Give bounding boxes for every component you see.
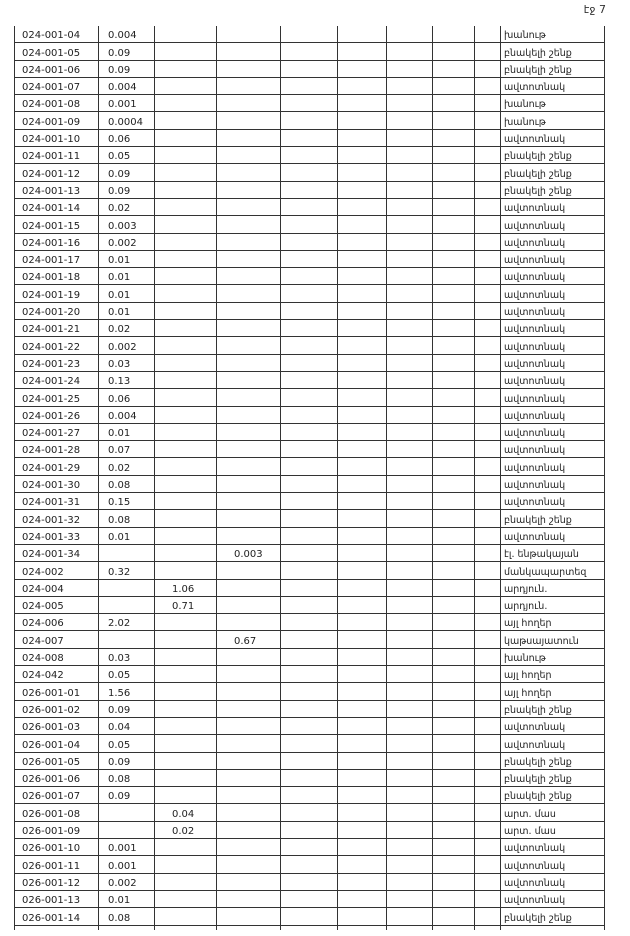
area-value-1: 0.002 bbox=[108, 341, 137, 353]
parcel-description: ավտոտնակ bbox=[504, 289, 566, 301]
parcel-code: 026-001-09 bbox=[22, 826, 81, 838]
area-value-1: 0.002 bbox=[108, 877, 137, 889]
parcel-code: 024-001-09 bbox=[22, 116, 81, 128]
table-row bbox=[0, 666, 630, 683]
parcel-description: բնակելի շենք bbox=[504, 47, 572, 59]
parcel-description: բնակելի շենք bbox=[504, 64, 572, 76]
parcel-description: ավտոտնակ bbox=[504, 82, 566, 94]
table-row bbox=[0, 424, 630, 441]
table-row bbox=[0, 683, 630, 700]
table-row bbox=[0, 822, 630, 839]
parcel-code: 024-001-05 bbox=[22, 47, 81, 59]
table-row bbox=[0, 580, 630, 597]
area-value-1: 0.002 bbox=[108, 237, 137, 249]
area-value-1: 0.32 bbox=[108, 566, 131, 578]
table-row bbox=[0, 476, 630, 493]
table-row bbox=[0, 493, 630, 510]
table-row bbox=[0, 839, 630, 856]
parcel-description: բնակելի շենք bbox=[504, 514, 572, 526]
parcel-code: 026-001-14 bbox=[22, 912, 81, 924]
area-value-1: 0.004 bbox=[108, 30, 137, 42]
parcel-code: 026-001-12 bbox=[22, 877, 81, 889]
area-value-1: 0.004 bbox=[108, 82, 137, 94]
area-value-1: 0.01 bbox=[108, 307, 131, 319]
table-row bbox=[0, 805, 630, 822]
area-value-2: 0.71 bbox=[172, 601, 195, 613]
parcel-description: ավտոտնակ bbox=[504, 722, 566, 734]
table-row bbox=[0, 407, 630, 424]
parcel-code: 024-001-28 bbox=[22, 445, 81, 457]
parcel-code: 026-001-03 bbox=[22, 722, 81, 734]
table-row bbox=[0, 891, 630, 908]
parcel-description: այլ հողեր bbox=[504, 670, 552, 682]
parcel-description: ավտոտնակ bbox=[504, 410, 566, 422]
table-row bbox=[0, 286, 630, 303]
area-value-2: 1.06 bbox=[172, 583, 195, 595]
parcel-description: ավտոտնակ bbox=[504, 531, 566, 543]
parcel-code: 024-001-08 bbox=[22, 99, 81, 111]
parcel-description: ավտոտնակ bbox=[504, 341, 566, 353]
parcel-description: ավտոտնակ bbox=[504, 307, 566, 319]
parcel-code: 024-001-32 bbox=[22, 514, 81, 526]
parcel-code: 024-001-27 bbox=[22, 428, 81, 440]
parcel-description: էլ. ենթակայան bbox=[504, 549, 579, 561]
parcel-code: 024-001-13 bbox=[22, 185, 81, 197]
table-row bbox=[0, 770, 630, 787]
parcel-description: ավտոտնակ bbox=[504, 220, 566, 232]
table-row bbox=[0, 856, 630, 873]
area-value-1: 0.004 bbox=[108, 410, 137, 422]
area-value-1: 0.001 bbox=[108, 99, 137, 111]
table-row bbox=[0, 701, 630, 718]
parcel-code: 024-001-31 bbox=[22, 497, 81, 509]
parcel-code: 024-001-23 bbox=[22, 358, 81, 370]
table-row bbox=[0, 389, 630, 406]
area-value-1: 0.03 bbox=[108, 653, 131, 665]
area-value-1: 0.001 bbox=[108, 860, 137, 872]
parcel-description: խանութ bbox=[504, 99, 546, 111]
row-rule bbox=[14, 925, 604, 926]
area-value-1: 0.09 bbox=[108, 756, 131, 768]
parcel-description: բնակելի շենք bbox=[504, 774, 572, 786]
table-row bbox=[0, 874, 630, 891]
parcel-code: 026-001-02 bbox=[22, 704, 81, 716]
table-row bbox=[0, 718, 630, 735]
area-value-1: 0.06 bbox=[108, 134, 131, 146]
area-value-1: 0.05 bbox=[108, 151, 131, 163]
parcel-code: 026-001-05 bbox=[22, 756, 81, 768]
area-value-2: 0.04 bbox=[172, 808, 195, 820]
parcel-description: արդյուն. bbox=[504, 601, 548, 613]
table-row bbox=[0, 199, 630, 216]
parcel-description: կաթսայատուն bbox=[504, 635, 579, 647]
parcel-code: 024-001-34 bbox=[22, 549, 81, 561]
area-value-1: 0.01 bbox=[108, 428, 131, 440]
parcel-description: ավտոտնակ bbox=[504, 895, 566, 907]
table-row bbox=[0, 545, 630, 562]
parcel-code: 024-042 bbox=[22, 670, 64, 682]
table-row bbox=[0, 113, 630, 130]
area-value-3: 0.003 bbox=[234, 549, 263, 561]
area-value-1: 0.003 bbox=[108, 220, 137, 232]
area-value-1: 2.02 bbox=[108, 618, 131, 630]
parcel-description: ավտոտնակ bbox=[504, 376, 566, 388]
table-row bbox=[0, 787, 630, 804]
parcel-description: ավտոտնակ bbox=[504, 480, 566, 492]
table-row bbox=[0, 320, 630, 337]
parcel-code: 026-001-01 bbox=[22, 687, 81, 699]
parcel-code: 024-001-33 bbox=[22, 531, 81, 543]
area-value-1: 0.01 bbox=[108, 895, 131, 907]
area-value-1: 0.09 bbox=[108, 168, 131, 180]
area-value-1: 0.01 bbox=[108, 531, 131, 543]
parcel-description: բնակելի շենք bbox=[504, 151, 572, 163]
area-value-1: 0.06 bbox=[108, 393, 131, 405]
parcel-description: արտ. մաս bbox=[504, 808, 556, 820]
parcel-description: ավտոտնակ bbox=[504, 324, 566, 336]
area-value-1: 1.56 bbox=[108, 687, 131, 699]
parcel-code: 024-007 bbox=[22, 635, 64, 647]
parcel-description: ավտոտնակ bbox=[504, 739, 566, 751]
table-row bbox=[0, 61, 630, 78]
area-value-1: 0.01 bbox=[108, 272, 131, 284]
parcel-description: խանութ bbox=[504, 30, 546, 42]
parcel-description: մանկապարտեզ bbox=[504, 566, 587, 578]
table-row bbox=[0, 614, 630, 631]
parcel-code: 024-001-15 bbox=[22, 220, 81, 232]
parcel-code: 024-001-17 bbox=[22, 255, 81, 267]
area-value-1: 0.04 bbox=[108, 722, 131, 734]
parcel-description: արտ. մաս bbox=[504, 826, 556, 838]
parcel-code: 024-001-22 bbox=[22, 341, 81, 353]
area-value-1: 0.02 bbox=[108, 462, 131, 474]
parcel-description: բնակելի շենք bbox=[504, 168, 572, 180]
parcel-code: 026-001-04 bbox=[22, 739, 81, 751]
table-row bbox=[0, 303, 630, 320]
table-row bbox=[0, 372, 630, 389]
parcel-description: ավտոտնակ bbox=[504, 393, 566, 405]
table-row bbox=[0, 251, 630, 268]
parcel-code: 024-006 bbox=[22, 618, 64, 630]
parcel-code: 024-001-04 bbox=[22, 30, 81, 42]
area-value-1: 0.07 bbox=[108, 445, 131, 457]
area-value-1: 0.08 bbox=[108, 480, 131, 492]
table-row bbox=[0, 459, 630, 476]
table-row bbox=[0, 26, 630, 43]
parcel-code: 024-001-12 bbox=[22, 168, 81, 180]
parcel-description: ավտոտնակ bbox=[504, 255, 566, 267]
parcel-code: 024-001-29 bbox=[22, 462, 81, 474]
parcel-code: 024-004 bbox=[22, 583, 64, 595]
area-value-1: 0.0004 bbox=[108, 116, 143, 128]
parcel-code: 026-001-07 bbox=[22, 791, 81, 803]
parcel-description: ավտոտնակ bbox=[504, 445, 566, 457]
table-row bbox=[0, 908, 630, 925]
parcel-description: ավտոտնակ bbox=[504, 497, 566, 509]
table-row bbox=[0, 441, 630, 458]
area-value-1: 0.02 bbox=[108, 203, 131, 215]
table-row bbox=[0, 268, 630, 285]
area-value-1: 0.08 bbox=[108, 912, 131, 924]
table-row bbox=[0, 234, 630, 251]
area-value-1: 0.05 bbox=[108, 670, 131, 682]
table-row bbox=[0, 597, 630, 614]
table-row bbox=[0, 735, 630, 752]
parcel-description: ավտոտնակ bbox=[504, 860, 566, 872]
table-row bbox=[0, 528, 630, 545]
parcel-code: 024-001-24 bbox=[22, 376, 81, 388]
parcel-description: բնակելի շենք bbox=[504, 912, 572, 924]
parcel-description: բնակելի շենք bbox=[504, 756, 572, 768]
page-number: էջ 7 bbox=[583, 3, 606, 16]
parcel-code: 024-005 bbox=[22, 601, 64, 613]
parcel-code: 024-001-26 bbox=[22, 410, 81, 422]
area-value-1: 0.02 bbox=[108, 324, 131, 336]
area-value-1: 0.13 bbox=[108, 376, 131, 388]
parcel-code: 024-002 bbox=[22, 566, 64, 578]
area-value-1: 0.09 bbox=[108, 185, 131, 197]
parcel-code: 024-001-25 bbox=[22, 393, 81, 405]
area-value-1: 0.01 bbox=[108, 289, 131, 301]
parcel-code: 024-001-11 bbox=[22, 151, 81, 163]
area-value-1: 0.09 bbox=[108, 704, 131, 716]
parcel-description: այլ հողեր bbox=[504, 687, 552, 699]
area-value-1: 0.09 bbox=[108, 64, 131, 76]
parcel-description: ավտոտնակ bbox=[504, 843, 566, 855]
table-row bbox=[0, 43, 630, 60]
parcel-code: 024-001-16 bbox=[22, 237, 81, 249]
table-row bbox=[0, 632, 630, 649]
area-value-3: 0.67 bbox=[234, 635, 257, 647]
area-value-1: 0.09 bbox=[108, 47, 131, 59]
area-value-1: 0.01 bbox=[108, 255, 131, 267]
area-value-1: 0.001 bbox=[108, 843, 137, 855]
parcel-code: 024-001-20 bbox=[22, 307, 81, 319]
parcel-description: ավտոտնակ bbox=[504, 877, 566, 889]
parcel-code: 024-001-19 bbox=[22, 289, 81, 301]
parcel-description: ավտոտնակ bbox=[504, 462, 566, 474]
parcel-code: 024-001-30 bbox=[22, 480, 81, 492]
parcel-description: բնակելի շենք bbox=[504, 791, 572, 803]
parcel-description: ավտոտնակ bbox=[504, 358, 566, 370]
parcel-code: 024-008 bbox=[22, 653, 64, 665]
table-row bbox=[0, 216, 630, 233]
table-row bbox=[0, 562, 630, 579]
parcel-description: ավտոտնակ bbox=[504, 428, 566, 440]
table-row bbox=[0, 147, 630, 164]
parcel-description: ավտոտնակ bbox=[504, 134, 566, 146]
parcel-code: 026-001-13 bbox=[22, 895, 81, 907]
parcel-description: ավտոտնակ bbox=[504, 272, 566, 284]
parcel-code: 026-001-10 bbox=[22, 843, 81, 855]
table-row bbox=[0, 78, 630, 95]
area-value-1: 0.05 bbox=[108, 739, 131, 751]
parcel-description: բնակելի շենք bbox=[504, 704, 572, 716]
parcel-code: 026-001-11 bbox=[22, 860, 81, 872]
parcel-description: խանութ bbox=[504, 653, 546, 665]
parcel-code: 024-001-07 bbox=[22, 82, 81, 94]
table-row bbox=[0, 355, 630, 372]
area-value-1: 0.08 bbox=[108, 774, 131, 786]
parcel-description: արդյուն. bbox=[504, 583, 548, 595]
table-row bbox=[0, 337, 630, 354]
area-value-1: 0.09 bbox=[108, 791, 131, 803]
parcel-description: խանութ bbox=[504, 116, 546, 128]
table-row bbox=[0, 510, 630, 527]
area-value-1: 0.03 bbox=[108, 358, 131, 370]
table-row bbox=[0, 182, 630, 199]
table-row bbox=[0, 649, 630, 666]
table-row bbox=[0, 95, 630, 112]
parcel-description: ավտոտնակ bbox=[504, 203, 566, 215]
parcel-code: 024-001-14 bbox=[22, 203, 81, 215]
table-row bbox=[0, 130, 630, 147]
parcel-code: 024-001-10 bbox=[22, 134, 81, 146]
area-value-2: 0.02 bbox=[172, 826, 195, 838]
area-value-1: 0.08 bbox=[108, 514, 131, 526]
table-row bbox=[0, 164, 630, 181]
table-row bbox=[0, 753, 630, 770]
parcel-code: 024-001-18 bbox=[22, 272, 81, 284]
parcel-description: ավտոտնակ bbox=[504, 237, 566, 249]
area-value-1: 0.15 bbox=[108, 497, 131, 509]
parcel-code: 024-001-21 bbox=[22, 324, 81, 336]
parcel-description: բնակելի շենք bbox=[504, 185, 572, 197]
parcel-code: 026-001-08 bbox=[22, 808, 81, 820]
parcel-code: 026-001-06 bbox=[22, 774, 81, 786]
parcel-description: այլ հողեր bbox=[504, 618, 552, 630]
parcel-code: 024-001-06 bbox=[22, 64, 81, 76]
